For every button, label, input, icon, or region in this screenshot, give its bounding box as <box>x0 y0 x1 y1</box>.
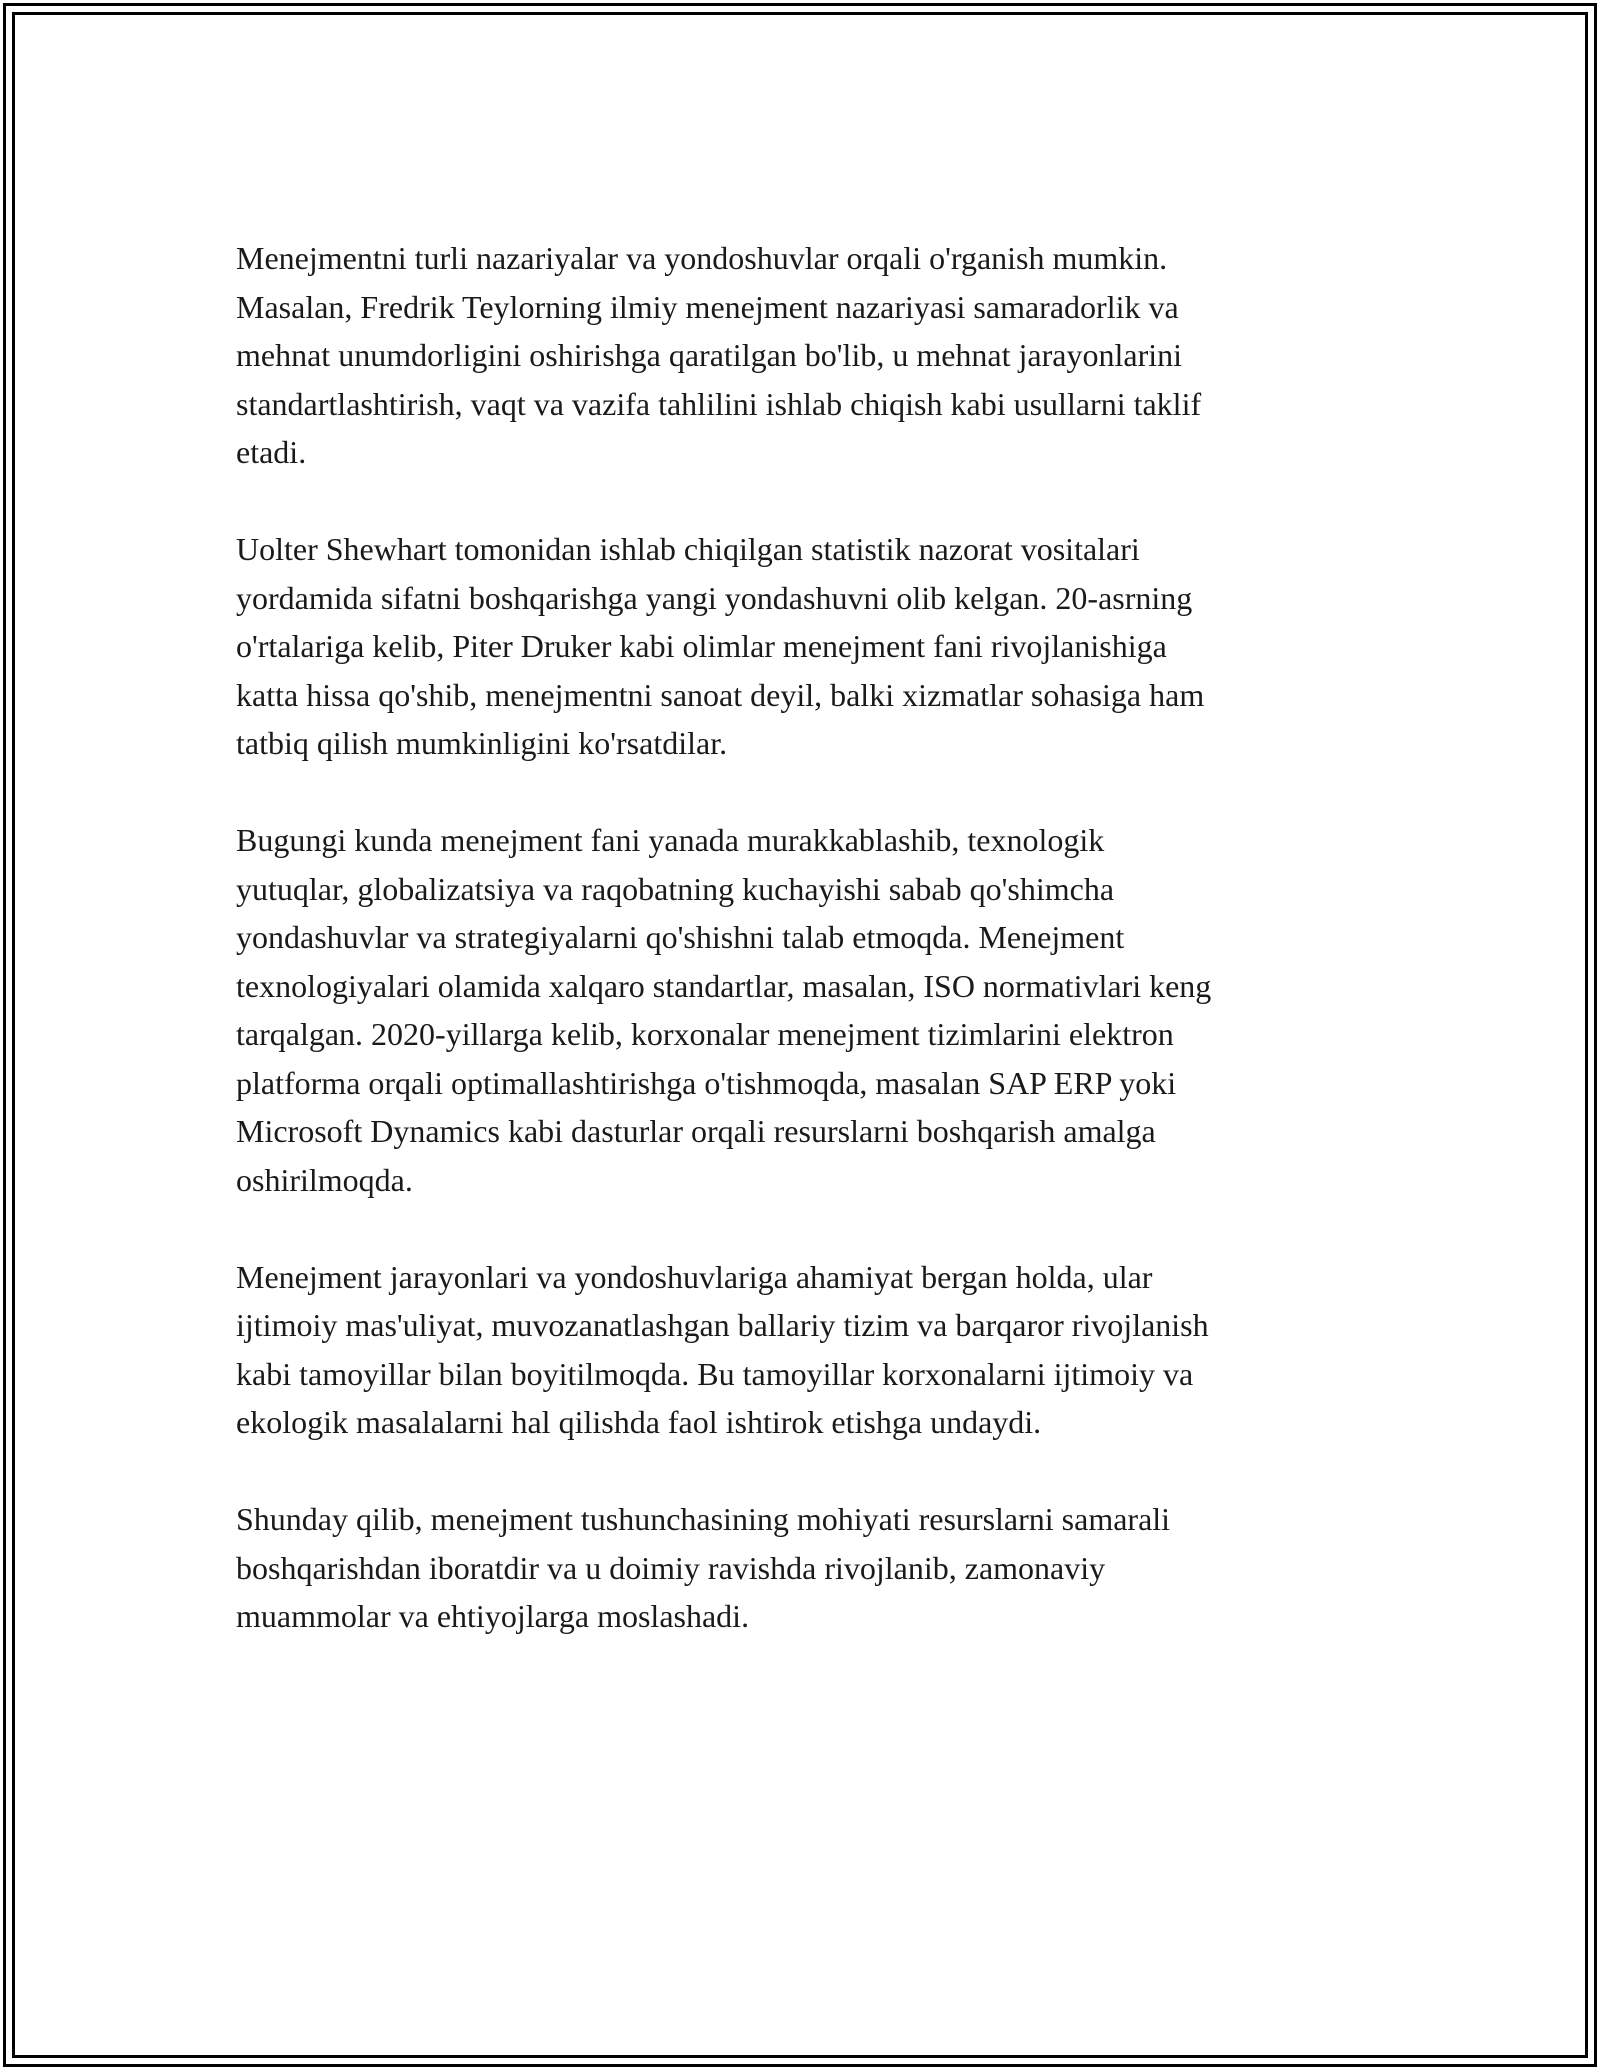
text-line: Menejmentni turli nazariyalar va yondoshuvlar orqali o'rganish mumkin. <box>236 240 1168 276</box>
text-line: Shunday qilib, menejment tushunchasining mohiyati resurslarni samarali <box>236 1501 1171 1537</box>
text-line: Bugungi kunda menejment fani yanada murakkablashib, texnologik <box>236 822 1105 858</box>
text-line: oshirilmoqda. <box>236 1161 413 1198</box>
text-line: boshqarishdan iboratdir va u doimiy ravishda rivojlanib, zamonaviy <box>236 1549 1106 1586</box>
text-line: mehnat unumdorligini oshirishga qaratilgan bo'lib, u mehnat jarayonlarini <box>236 337 1182 373</box>
text-line: Menejment jarayonlari va yondoshuvlariga ahamiyat bergan holda, ular <box>236 1258 1153 1295</box>
text-line: tatbiq qilish mumkinligini ko'rsatdilar. <box>236 725 728 761</box>
text-line: o'rtalariga kelib, Piter Druker kabi olimlar menejment fani rivojlanishiga <box>236 628 1167 664</box>
text-line: yordamida sifatni boshqarishga yangi yondashuvni olib kelgan. 20-asrning <box>236 579 1193 616</box>
text-line: texnologiyalari olamida xalqaro standartlar, masalan, ISO normativlari keng <box>236 967 1212 1004</box>
text-line: katta hissa qo'shib, menejmentni sanoat deyil, balki xizmatlar sohasiga ham <box>236 676 1205 713</box>
text-line: tarqalgan. 2020-yillarga kelib, korxonalar menejment tizimlarini elektron <box>236 1016 1174 1052</box>
text-line: ijtimoiy mas'uliyat, muvozanatlashgan ballariy tizim va barqaror rivojlanish <box>236 1307 1209 1343</box>
text-line: kabi tamoyillar bilan boyitilmoqda. Bu tamoyillar korxonalarni ijtimoiy va <box>236 1355 1194 1392</box>
paragraph-4 <box>236 1253 1366 1447</box>
text-line: yutuqlar, globalizatsiya va raqobatning kuchayishi sabab qo'shimcha <box>236 870 1115 907</box>
text-line: yondashuvlar va strategiyalarni qo'shishni talab etmoqda. Menejment <box>236 919 1125 955</box>
paragraph-5 <box>236 1495 1366 1641</box>
paragraph-3 <box>236 816 1366 1204</box>
paragraph-1 <box>236 234 1366 477</box>
text-line: Uolter Shewhart tomonidan ishlab chiqilgan statistik nazorat vositalari <box>236 531 1140 567</box>
document-body <box>236 234 1366 1641</box>
text-line: ekologik masalalarni hal qilishda faol ishtirok etishga undaydi. <box>236 1404 1042 1440</box>
text-line: platforma orqali optimallashtirishga o'tishmoqda, masalan SAP ERP yoki <box>236 1064 1177 1101</box>
text-line: Microsoft Dynamics kabi dasturlar orqali resurslarni boshqarish amalga <box>236 1113 1156 1149</box>
text-line: muammolar va ehtiyojlarga moslashadi. <box>236 1598 750 1634</box>
paragraph-2 <box>236 525 1366 768</box>
text-line: Masalan, Fredrik Teylorning ilmiy menejment nazariyasi samaradorlik va <box>236 288 1179 325</box>
text-line: standartlashtirish, vaqt va vazifa tahlilini ishlab chiqish kabi usullarni taklif <box>236 385 1202 422</box>
text-line: etadi. <box>236 434 307 470</box>
